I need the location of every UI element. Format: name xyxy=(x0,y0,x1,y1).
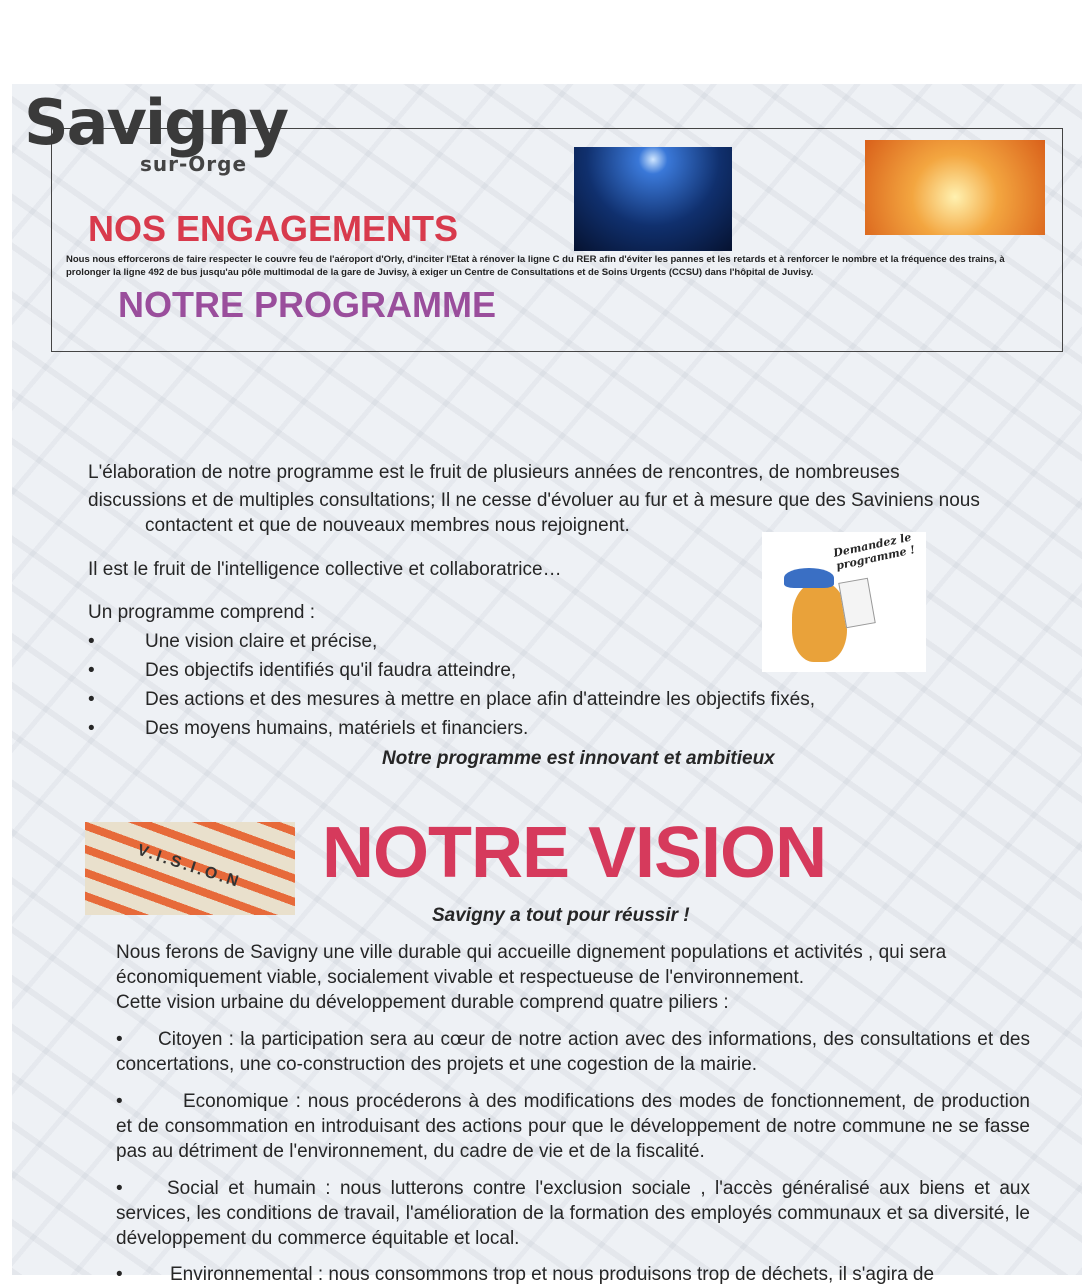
engagements-text: Nous nous efforcerons de faire respecter le couvre feu de l'aéroport d'Orly, d'inciter l'Etat à rénover la ligne C du RER afin d'éviter les pannes et les retards et à renforcer le nombre et la fréquence des trains, à prolonger la ligne 492 de bus jusqu'au pôle multimodal de la gare de Juvisy, à exiger un Centre de Consultations et de Soins Urgents (CCSU) dans l'hôpital de Juvisy. xyxy=(66,254,1005,278)
pillar-citoyen: • Citoyen : la participation sera au cœur de notre action avec des informations, des consultations et des concertations, une co-construction des projets et une cogestion de la mairie. xyxy=(116,1029,1030,1075)
engagements-title: NOS ENGAGEMENTS xyxy=(88,208,459,249)
scrabble-vision-photo xyxy=(85,822,295,915)
intro-p2: Il est le fruit de l'intelligence collective et collaboratrice… xyxy=(88,559,562,580)
vision-p2: Cette vision urbaine du développement durable comprend quatre piliers : xyxy=(116,992,729,1013)
bullet-text: Des objectifs identifiés qu'il faudra atteindre, xyxy=(145,660,517,681)
bullet-2: • Des objectifs identifiés qu'il faudra atteindre, xyxy=(88,660,517,681)
paper-people-photo xyxy=(865,140,1045,235)
vision-title: NOTRE VISION xyxy=(322,813,827,893)
pillar-text: Economique : nous procéderons à des modifications des modes de fonctionnement, de production et de consommation en introduisant des actions pour que le développement de notre commune ne se fasse pas au détriment de l'environnement, du cadre de vie et de la fiscalité. xyxy=(116,1091,1030,1162)
pillar-text: Citoyen : la participation sera au cœur de notre action avec des informations, des consultations et des concertations, une co-construction des projets et une cogestion de la mairie. xyxy=(116,1029,1030,1075)
intro-p3: Un programme comprend : xyxy=(88,602,316,623)
vision-subtitle: Savigny a tout pour réussir ! xyxy=(432,905,690,926)
vision-tiles: V.I.S.I.O.N xyxy=(135,841,244,892)
pillar-text: Environnemental : nous consommons trop et nous produisons trop de déchets, il s'agira de xyxy=(170,1264,935,1285)
bullet-4: • Des moyens humains, matériels et financiers. xyxy=(88,718,529,739)
pillar-text: Social et humain : nous lutterons contre l'exclusion sociale , l'accès généralisé aux biens et aux services, les conditions de travail, l'amélioration de la formation des employés communaux et sa diversité, le développement du commerce équitable et local. xyxy=(116,1178,1030,1249)
savigny-logo: Savigny xyxy=(24,86,288,159)
bullet-text: Des moyens humains, matériels et financiers. xyxy=(145,718,529,739)
bullet-1: • Une vision claire et précise, xyxy=(88,631,378,652)
vision-p1: Nous ferons de Savigny une ville durable qui accueille dignement populations et activités , qui sera économiquement viable, socialement vivable et respectueuse de l'environnement. xyxy=(116,942,947,988)
penguin-caption: Demandez le programme ! xyxy=(832,530,917,573)
night-sky-photo xyxy=(574,147,732,251)
penguin-icon xyxy=(792,582,847,662)
savigny-logo-sub: sur-Orge xyxy=(140,152,248,176)
intro-line-1: L'élaboration de notre programme est le fruit de plusieurs années de rencontres, de nombreuses xyxy=(88,462,900,483)
pillar-social: • Social et humain : nous lutterons contre l'exclusion sociale , l'accès généralisé aux biens et aux services, les conditions de travail, l'amélioration de la formation des employés communaux et sa diversité, le développement du commerce équitable et local. xyxy=(116,1178,1030,1249)
penguin-illustration xyxy=(762,532,926,672)
programme-tagline: Notre programme est innovant et ambitieux xyxy=(382,748,775,769)
bullet-text: Des actions et des mesures à mettre en place afin d'atteindre les objectifs fixés, xyxy=(145,689,816,710)
bullet-3: • Des actions et des mesures à mettre en place afin d'atteindre les objectifs fixés, xyxy=(88,689,816,710)
pillar-environnemental: • Environnemental : nous consommons trop et nous produisons trop de déchets, il s'agira de xyxy=(116,1264,935,1285)
intro-line-3: contactent et que de nouveaux membres nous rejoignent. xyxy=(145,515,630,536)
cap-icon xyxy=(784,568,834,588)
bullet-text: Une vision claire et précise, xyxy=(145,631,378,652)
pillar-economique: • Economique : nous procéderons à des modifications des modes de fonctionnement, de production et de consommation en introduisant des actions pour que le développement de notre commune ne se fasse pas au détriment de l'environnement, du cadre de vie et de la fiscalité. xyxy=(116,1091,1030,1162)
programme-title: NOTRE PROGRAMME xyxy=(118,284,496,325)
intro-line-2: discussions et de multiples consultations; Il ne cesse d'évoluer au fur et à mesure que des Saviniens nous xyxy=(88,490,980,511)
